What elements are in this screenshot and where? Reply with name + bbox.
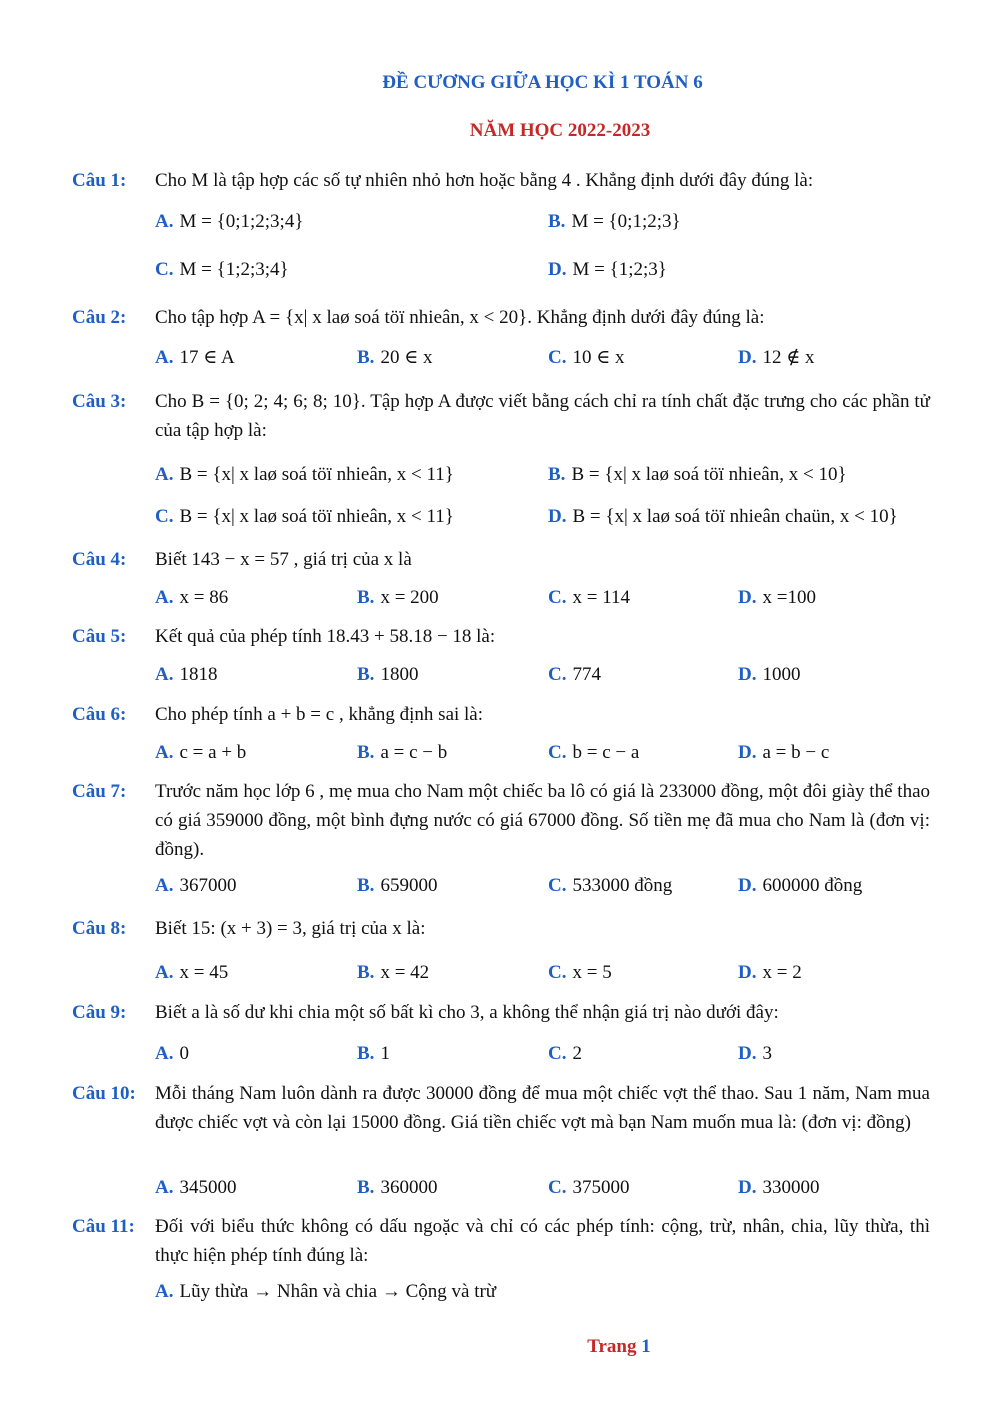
question-5 — [72, 622, 930, 651]
question-11 — [72, 1212, 930, 1270]
option-a: A. 0 — [155, 1043, 189, 1064]
question-label: Câu 6: — [72, 704, 127, 725]
question-text: Kết quả của phép tính 18.43 + 58.18 − 18 là: — [155, 626, 496, 647]
question-text: Cho phép tính a + b = c , khẳng định sai là: — [155, 704, 484, 725]
option-d: D. 12 ∉ x — [738, 347, 815, 368]
question-text: Biết 15: (x + 3) = 3, giá trị của x là: — [155, 918, 426, 939]
option-c: C. 533000 đồng — [548, 875, 673, 896]
option-d: D. 600000 đồng — [738, 875, 863, 896]
option-d: D. B = {x| x laø soá töï nhieân chaün, x < 10} — [548, 506, 898, 527]
question-7 — [72, 777, 930, 864]
option-c: C. x = 114 — [548, 587, 630, 608]
question-label: Câu 3: — [72, 391, 127, 412]
option-a: A. Lũy thừa → Nhân và chia → Cộng và trừ — [155, 1281, 497, 1302]
question-label: Câu 2: — [72, 307, 127, 328]
option-c: C. B = {x| x laø soá töï nhieân, x < 11} — [155, 506, 454, 527]
question-text: Cho M là tập hợp các số tự nhiên nhỏ hơn hoặc bằng 4 . Khẳng định dưới đây đúng là: — [155, 170, 814, 191]
question-text: Mỗi tháng Nam luôn dành ra được 30000 đồng để mua một chiếc vợt thể thao. Sau 1 năm, Nam mua được chiếc vợt và còn lại 15000 đồng. Giá tiền chiếc vợt mà bạn Nam muốn mua là: (đơn vị: đồng) — [155, 1083, 930, 1133]
option-a: A. 345000 — [155, 1177, 237, 1198]
option-a: A. c = a + b — [155, 742, 247, 763]
page-number: 1 — [641, 1336, 651, 1357]
option-b: B. 1800 — [357, 664, 419, 685]
option-c: C. 2 — [548, 1043, 582, 1064]
option-a: A. M = {0;1;2;3;4} — [155, 211, 304, 232]
question-2 — [72, 303, 930, 332]
question-text: Trước năm học lớp 6 , mẹ mua cho Nam một chiếc ba lô có giá là 233000 đồng, một đôi giày thể thao có giá 359000 đồng, một bình đựng nước có giá 67000 đồng. Số tiền mẹ đã mua cho Nam là (đơn vị: đồng). — [155, 781, 930, 860]
question-label: Câu 7: — [72, 781, 127, 802]
question-9 — [72, 998, 930, 1027]
option-d: D. 1000 — [738, 664, 801, 685]
school-year-value: 2022-2023 — [567, 120, 651, 141]
question-label: Câu 5: — [72, 626, 127, 647]
option-b: B. a = c − b — [357, 742, 448, 763]
option-b: B. 20 ∈ x — [357, 347, 433, 368]
question-text: Biết 143 − x = 57 , giá trị của x là — [155, 549, 412, 570]
question-label: Câu 1: — [72, 170, 127, 191]
question-text: Đối với biểu thức không có dấu ngoặc và chỉ có các phép tính: cộng, trừ, nhân, chia, lũy thừa, thì thực hiện phép tính đúng là: — [155, 1216, 930, 1266]
option-d: D. 330000 — [738, 1177, 820, 1198]
question-6 — [72, 700, 930, 729]
page-label: Trang — [587, 1336, 637, 1357]
question-label: Câu 11: — [72, 1216, 135, 1237]
school-year-prefix: NĂM HỌC — [469, 120, 564, 141]
question-10 — [72, 1079, 930, 1137]
option-b: B. x = 42 — [357, 962, 430, 983]
option-b: B. x = 200 — [357, 587, 439, 608]
option-a: A. x = 45 — [155, 962, 229, 983]
question-1 — [72, 166, 930, 195]
option-b: B. 1 — [357, 1043, 390, 1064]
option-d: D. x = 2 — [738, 962, 802, 983]
question-label: Câu 9: — [72, 1002, 127, 1023]
question-text: Biết a là số dư khi chia một số bất kì cho 3, a không thể nhận giá trị nào dưới đây: — [155, 1002, 779, 1023]
page-footer — [0, 1336, 1000, 1358]
option-c: C. 375000 — [548, 1177, 630, 1198]
question-label: Câu 4: — [72, 549, 127, 570]
option-c: C. x = 5 — [548, 962, 612, 983]
option-b: B. 659000 — [357, 875, 438, 896]
school-year — [0, 120, 1000, 142]
option-d: D. x =100 — [738, 587, 816, 608]
option-a: A. 367000 — [155, 875, 237, 896]
option-b: B. 360000 — [357, 1177, 438, 1198]
option-d: D. a = b − c — [738, 742, 830, 763]
option-a: A. 17 ∈ A — [155, 347, 235, 368]
option-b: B. B = {x| x laø soá töï nhieân, x < 10} — [548, 464, 847, 485]
question-text: Cho tập hợp A = {x| x laø soá töï nhieân, x < 20}. Khẳng định dưới đây đúng là: — [155, 307, 765, 328]
question-8 — [72, 914, 930, 943]
option-a: A. x = 86 — [155, 587, 229, 608]
option-a: A. 1818 — [155, 664, 218, 685]
option-c: C. 774 — [548, 664, 601, 685]
option-d: D. 3 — [738, 1043, 772, 1064]
option-c: C. M = {1;2;3;4} — [155, 259, 289, 280]
option-b: B. M = {0;1;2;3} — [548, 211, 681, 232]
question-4 — [72, 545, 930, 574]
option-c: C. b = c − a — [548, 742, 640, 763]
question-label: Câu 8: — [72, 918, 127, 939]
question-label: Câu 10: — [72, 1083, 136, 1104]
question-text: Cho B = {0; 2; 4; 6; 8; 10}. Tập hợp A được viết bằng cách chỉ ra tính chất đặc trưng cho các phần tử của tập hợp là: — [155, 391, 930, 441]
option-d: D. M = {1;2;3} — [548, 259, 667, 280]
option-c: C. 10 ∈ x — [548, 347, 625, 368]
question-3 — [72, 387, 930, 445]
option-a: A. B = {x| x laø soá töï nhieân, x < 11} — [155, 464, 454, 485]
document-title: ĐỀ CƯƠNG GIỮA HỌC KÌ 1 TOÁN 6 — [382, 72, 703, 93]
